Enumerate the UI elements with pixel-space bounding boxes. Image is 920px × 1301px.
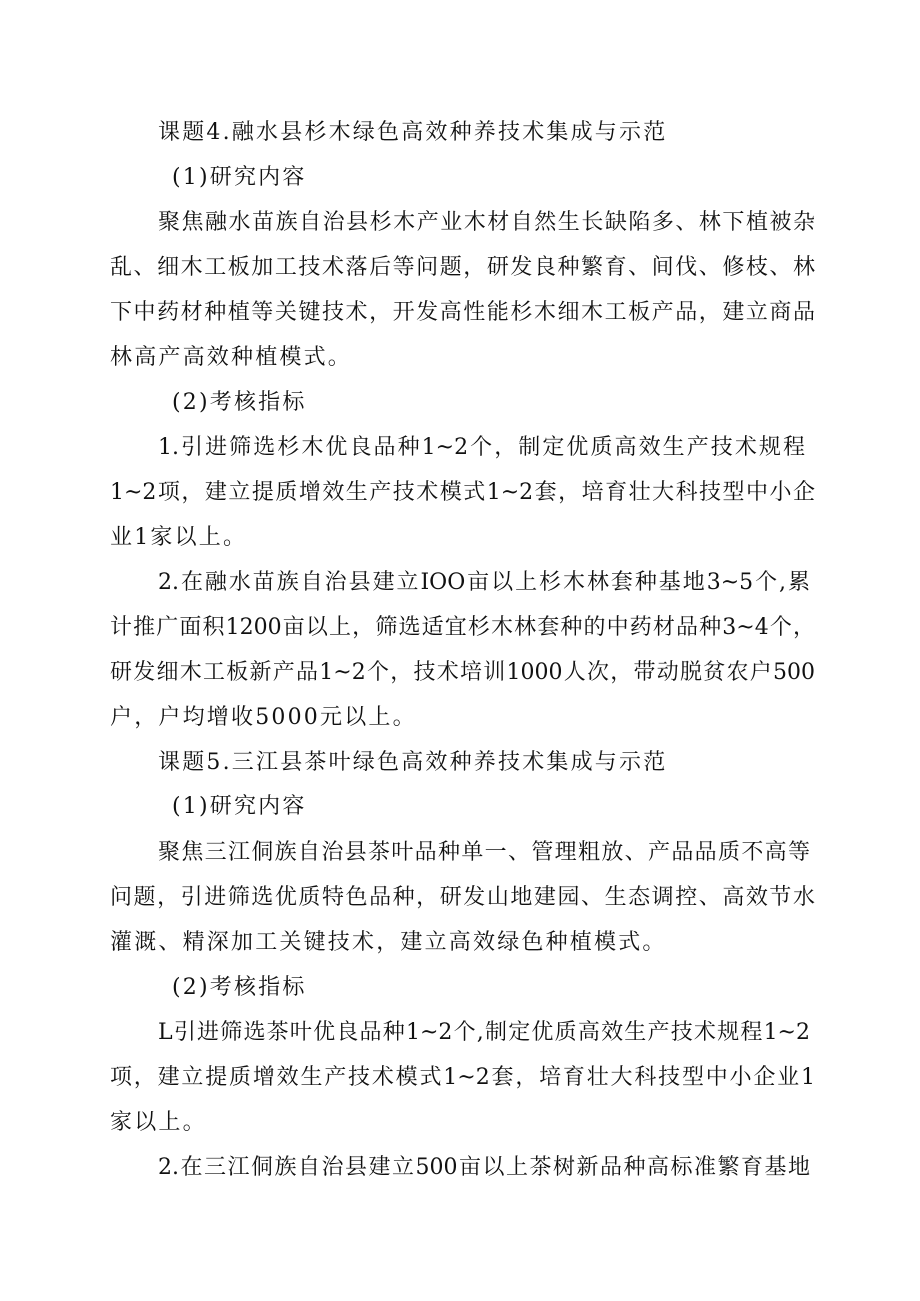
topic4-research-line: 林高产高效种植模式。 — [110, 345, 353, 370]
topic4-indicator-line: 1~2项，建立提质增效生产技术模式1~2套，培育壮大科技型中小企 — [110, 480, 815, 505]
topic4-research-heading: (1)研究内容 — [172, 165, 307, 190]
topic5-title: 课题5.三江县茶叶绿色高效种养技术集成与示范 — [158, 750, 668, 775]
topic4-indicator-line: 业1家以上。 — [110, 525, 248, 550]
topic4-research-line: 聚焦融水苗族自治县杉木产业木材自然生长缺陷多、林下植被杂 — [158, 210, 815, 235]
topic5-research-line: 问题，引进筛选优质特色品种，研发山地建园、生态调控、高效节水 — [110, 885, 815, 910]
topic4-indicator-line: 户，户均增收5000元以上。 — [110, 705, 417, 730]
topic4-indicator-line: 研发细木工板新产品1~2个，技术培训1000人次，带动脱贫农户500 — [110, 660, 815, 685]
topic4-indicator-line: 计推广面积1200亩以上，筛选适宜杉木林套种的中药材品种3~4个， — [110, 615, 815, 640]
topic5-indicator-heading: (2)考核指标 — [172, 975, 307, 1000]
topic4-indicator-heading: (2)考核指标 — [172, 390, 307, 415]
topic5-research-heading: (1)研究内容 — [172, 794, 307, 819]
topic5-indicator-line: L引进筛选茶叶优良品种1~2个,制定优质高效生产技术规程1~2 — [158, 1020, 810, 1045]
topic5-indicator-line: 项，建立提质增效生产技术模式1~2套，培育壮大科技型中小企业1 — [110, 1065, 815, 1090]
topic4-research-line: 乱、细木工板加工技术落后等问题，研发良种繁育、间伐、修枝、林 — [110, 255, 815, 280]
topic4-indicator-line: 2.在融水苗族自治县建立IOO亩以上杉木林套种基地3~5个,累 — [158, 570, 810, 595]
topic5-indicator-line: 2.在三江侗族自治县建立500亩以上茶树新品种高标准繁育基地 — [158, 1155, 810, 1180]
topic4-research-line: 下中药材种植等关键技术，开发高性能杉木细木工板产品，建立商品 — [110, 300, 815, 325]
topic5-research-line: 灌溉、精深加工关键技术，建立高效绿色种植模式。 — [110, 930, 667, 955]
topic5-indicator-line: 家以上。 — [110, 1110, 207, 1135]
topic5-research-line: 聚焦三江侗族自治县茶叶品种单一、管理粗放、产品品质不高等 — [158, 840, 810, 865]
topic4-title: 课题4.融水县杉木绿色高效种养技术集成与示范 — [158, 120, 668, 145]
topic4-indicator-line: 1.引进筛选杉木优良品种1~2个，制定优质高效生产技术规程 — [158, 435, 805, 460]
